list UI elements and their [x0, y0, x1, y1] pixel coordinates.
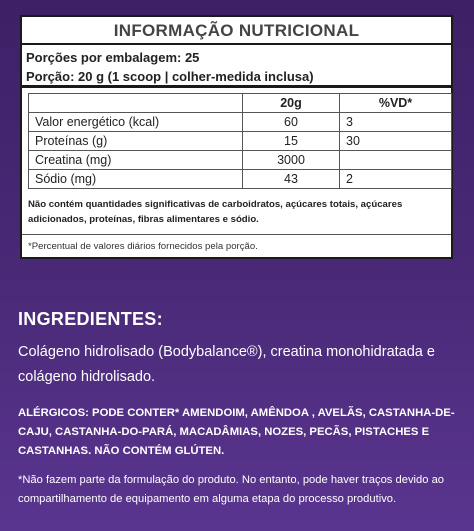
- nutrient-table: [28, 93, 452, 189]
- nutrition-facts-table: [20, 15, 453, 259]
- nutrient-name: Sódio (mg): [29, 170, 243, 189]
- insignificant-amounts-note: Não contém quantidades significativas de carboidratos, açúcares totais, açúcares adicionados, proteínas, fibras alimentares e sódio.: [22, 189, 451, 235]
- header-dv: %VD*: [340, 94, 452, 113]
- header-amount: 20g: [243, 94, 340, 113]
- nutrient-name: Creatina (mg): [29, 151, 243, 170]
- ingredients-title: INGREDIENTES:: [18, 309, 163, 329]
- serving-size: Porção: 20 g (1 scoop | colher-medida inclusa): [22, 67, 451, 88]
- nutrient-dv: 3: [340, 113, 452, 132]
- nutrient-amount: 60: [243, 113, 340, 132]
- nutrient-name: Valor energético (kcal): [29, 113, 243, 132]
- nutrient-dv: [340, 151, 452, 170]
- nutrient-header-row: [29, 94, 452, 113]
- nutrient-dv: 30: [340, 132, 452, 151]
- table-row: [29, 151, 452, 170]
- nutrient-amount: 15: [243, 132, 340, 151]
- ingredients-text: Colágeno hidrolisado (Bodybalance®), creatina monohidratada e colágeno hidrolisado.: [18, 344, 435, 385]
- nutrient-amount: 3000: [243, 151, 340, 170]
- table-row: [29, 113, 452, 132]
- nutrient-name: Proteínas (g): [29, 132, 243, 151]
- nutrient-amount: 43: [243, 170, 340, 189]
- servings-per-package: Porções por embalagem: 25: [26, 50, 200, 65]
- nutrient-dv: 2: [340, 170, 452, 189]
- table-row: [29, 132, 452, 151]
- table-row: [29, 170, 452, 189]
- allergens-text: ALÉRGICOS: PODE CONTER* AMENDOIM, AMÊNDOA , AVELÃS, CASTANHA-DE-CAJU, CASTANHA-DO-PARÁ, MACADÂMIAS, NOZES, PECÃS, PISTACHES E CASTANHAS. NÃO CONTÉM GLÚTEN.: [18, 407, 455, 457]
- header-nutrient: [29, 94, 243, 113]
- daily-value-note: *Percentual de valores diários fornecidos pela porção.: [28, 241, 258, 252]
- nutrition-title: INFORMAÇÃO NUTRICIONAL: [22, 17, 451, 45]
- disclaimer-text: *Não fazem parte da formulação do produto. No entanto, pode haver traços devido ao compartilhamento de equipamento em alguma etapa do processo produtivo.: [18, 474, 445, 505]
